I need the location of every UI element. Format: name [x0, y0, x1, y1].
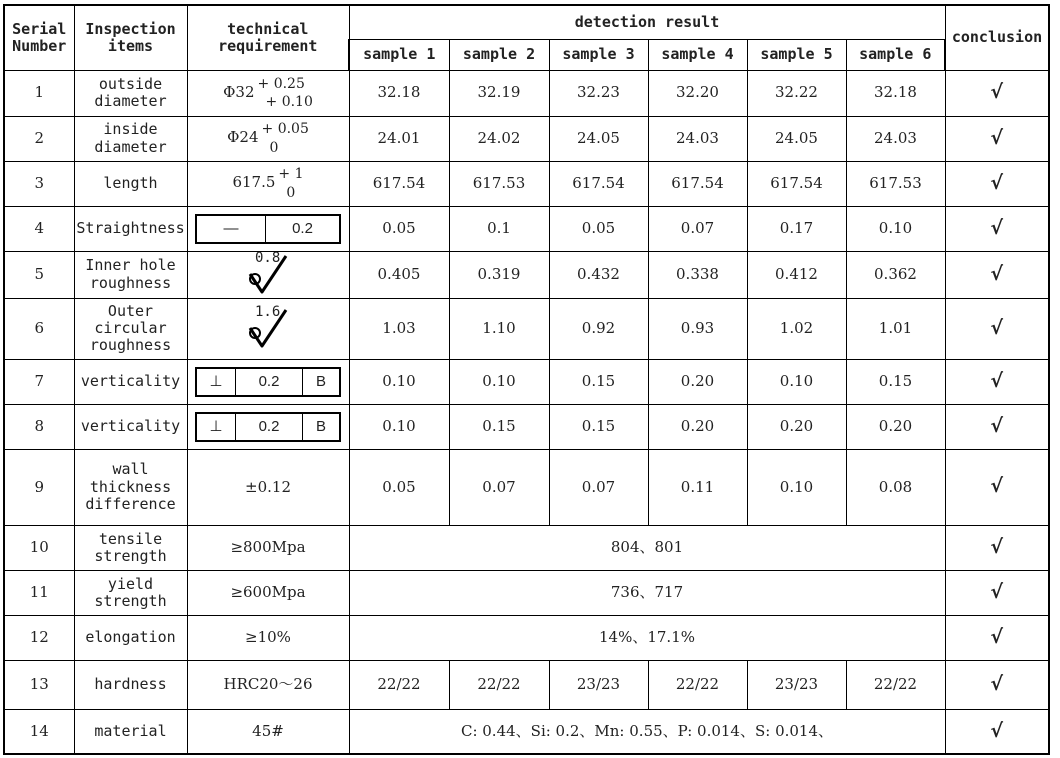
sample-value-cell: 0.05 — [549, 206, 648, 251]
technical-requirement-cell — [187, 298, 349, 359]
requirement-text: ≥800Mpa — [230, 538, 306, 557]
tolerance-value: 0.2 — [235, 369, 302, 395]
header-serial-number: Serial Number — [4, 5, 74, 70]
technical-requirement-cell — [187, 161, 349, 206]
merged-result-cell: 14%、17.1% — [349, 615, 945, 660]
sample-value-cell: 0.10 — [747, 359, 846, 404]
inspection-item-cell: Inner hole roughness — [74, 251, 187, 298]
technical-requirement-cell — [187, 615, 349, 660]
datum-letter: B — [302, 369, 339, 395]
sample-value-cell: 0.07 — [648, 206, 747, 251]
technical-requirement-cell — [187, 251, 349, 298]
inspection-item-cell: inside diameter — [74, 116, 187, 161]
sample-value-cell: 0.362 — [846, 251, 945, 298]
header-technical-requirement: technical requirement — [187, 5, 349, 70]
surface-roughness-symbol — [238, 303, 298, 348]
serial-number-cell: 6 — [4, 298, 74, 359]
tolerance-frame — [195, 214, 341, 244]
lower-tolerance: 0 — [286, 184, 296, 201]
table-row — [4, 709, 1049, 754]
serial-number-cell: 8 — [4, 404, 74, 449]
sample-value-cell: 617.54 — [747, 161, 846, 206]
sample-value-cell: 23/23 — [747, 660, 846, 709]
sample-value-cell: 617.53 — [846, 161, 945, 206]
upper-tolerance: + 0.25 — [257, 75, 305, 92]
conclusion-check-icon: √ — [945, 709, 1049, 754]
conclusion-check-icon: √ — [945, 525, 1049, 570]
sample-value-cell: 32.18 — [349, 70, 449, 116]
nominal-value: Φ24 — [227, 128, 259, 147]
serial-number-cell: 13 — [4, 660, 74, 709]
serial-number-cell: 3 — [4, 161, 74, 206]
sample-value-cell: 1.02 — [747, 298, 846, 359]
surface-roughness-symbol — [238, 252, 298, 294]
header-sample-6: sample 6 — [846, 39, 945, 70]
serial-number-cell: 14 — [4, 709, 74, 754]
technical-requirement-cell — [187, 359, 349, 404]
requirement-text: HRC20～26 — [223, 675, 313, 694]
table-row — [4, 298, 1049, 359]
technical-requirement-cell — [187, 404, 349, 449]
sample-value-cell: 0.10 — [449, 359, 549, 404]
table-row — [4, 116, 1049, 161]
sample-value-cell: 24.05 — [747, 116, 846, 161]
sample-value-cell: 0.10 — [349, 359, 449, 404]
merged-result-cell: C: 0.44、Si: 0.2、Mn: 0.55、P: 0.014、S: 0.014、 — [349, 709, 945, 754]
serial-number-cell: 5 — [4, 251, 74, 298]
inspection-item-cell: Outer circular roughness — [74, 298, 187, 359]
sample-value-cell: 0.20 — [747, 404, 846, 449]
inspection-item-cell: wall thickness difference — [74, 449, 187, 525]
sample-value-cell: 32.22 — [747, 70, 846, 116]
conclusion-check-icon: √ — [945, 404, 1049, 449]
sample-value-cell: 0.412 — [747, 251, 846, 298]
table-row — [4, 161, 1049, 206]
inspection-item-cell: length — [74, 161, 187, 206]
sample-value-cell: 22/22 — [349, 660, 449, 709]
technical-requirement-cell — [187, 206, 349, 251]
sample-value-cell: 617.54 — [549, 161, 648, 206]
table-row — [4, 251, 1049, 298]
inspection-item-cell: outside diameter — [74, 70, 187, 116]
inspection-item-cell: verticality — [74, 404, 187, 449]
straightness-symbol-icon: — — [223, 219, 239, 237]
sample-value-cell: 1.10 — [449, 298, 549, 359]
technical-requirement-cell — [187, 116, 349, 161]
header-sample-1: sample 1 — [349, 39, 449, 70]
sample-value-cell: 32.19 — [449, 70, 549, 116]
inspection-item-cell: verticality — [74, 359, 187, 404]
tolerance — [258, 75, 313, 111]
serial-number-cell: 10 — [4, 525, 74, 570]
sample-value-cell: 617.53 — [449, 161, 549, 206]
sample-value-cell: 0.05 — [349, 206, 449, 251]
serial-number-cell: 1 — [4, 70, 74, 116]
upper-tolerance: + 1 — [278, 166, 304, 183]
conclusion-check-icon: √ — [945, 206, 1049, 251]
header-sample-4: sample 4 — [648, 39, 747, 70]
sample-value-cell: 0.08 — [846, 449, 945, 525]
sample-value-cell: 617.54 — [648, 161, 747, 206]
inspection-item-cell: hardness — [74, 660, 187, 709]
technical-requirement-cell — [187, 449, 349, 525]
sample-value-cell: 0.1 — [449, 206, 549, 251]
inspection-item-cell: yield strength — [74, 570, 187, 615]
sample-value-cell: 0.10 — [349, 404, 449, 449]
sample-value-cell: 24.02 — [449, 116, 549, 161]
sample-value-cell: 0.15 — [549, 359, 648, 404]
sample-value-cell: 1.01 — [846, 298, 945, 359]
technical-requirement-cell — [187, 525, 349, 570]
sample-value-cell: 0.20 — [648, 404, 747, 449]
lower-tolerance: + 0.10 — [265, 94, 313, 110]
inspection-item-cell: Straightness — [74, 206, 187, 251]
header-sample-5: sample 5 — [747, 39, 846, 70]
conclusion-check-icon: √ — [945, 359, 1049, 404]
serial-number-cell: 9 — [4, 449, 74, 525]
perpendicularity-symbol-icon: ⊥ — [209, 373, 223, 391]
inspection-item-cell: elongation — [74, 615, 187, 660]
table-row — [4, 525, 1049, 570]
sample-value-cell: 0.338 — [648, 251, 747, 298]
perpendicularity-symbol-icon: ⊥ — [209, 418, 223, 436]
sample-value-cell: 23/23 — [549, 660, 648, 709]
upper-tolerance: + 0.05 — [261, 121, 309, 138]
sample-value-cell: 0.92 — [549, 298, 648, 359]
tolerance-value: 0.2 — [235, 414, 302, 440]
roughness-value: 1.6 — [255, 303, 281, 320]
sample-value-cell: 1.03 — [349, 298, 449, 359]
tolerance-frame — [195, 367, 341, 397]
lower-tolerance: 0 — [269, 139, 279, 156]
serial-number-cell: 4 — [4, 206, 74, 251]
technical-requirement-cell — [187, 709, 349, 754]
serial-number-cell: 12 — [4, 615, 74, 660]
sample-value-cell: 0.405 — [349, 251, 449, 298]
serial-number-cell: 11 — [4, 570, 74, 615]
header-sample-3: sample 3 — [549, 39, 648, 70]
requirement-text: 45# — [252, 721, 284, 740]
sample-value-cell: 0.17 — [747, 206, 846, 251]
sample-value-cell: 24.03 — [648, 116, 747, 161]
nominal-value: Φ32 — [223, 83, 255, 101]
serial-number-cell: 2 — [4, 116, 74, 161]
sample-value-cell: 0.15 — [846, 359, 945, 404]
tolerance-value: 0.2 — [265, 216, 339, 242]
tolerance-frame — [195, 412, 341, 442]
table-row — [4, 206, 1049, 251]
table-row — [4, 70, 1049, 116]
inspection-item-cell: material — [74, 709, 187, 754]
tolerance — [278, 165, 303, 201]
sample-value-cell: 32.18 — [846, 70, 945, 116]
merged-result-cell: 736、717 — [349, 570, 945, 615]
table-row — [4, 449, 1049, 525]
sample-value-cell: 24.01 — [349, 116, 449, 161]
conclusion-check-icon: √ — [945, 70, 1049, 116]
sample-value-cell: 0.10 — [846, 206, 945, 251]
header-detection-result: detection result — [349, 5, 945, 39]
table-row — [4, 359, 1049, 404]
conclusion-check-icon: √ — [945, 161, 1049, 206]
header-inspection-items: Inspection items — [74, 5, 187, 70]
conclusion-check-icon: √ — [945, 116, 1049, 161]
sample-value-cell: 0.20 — [846, 404, 945, 449]
nominal-value: 617.5 — [232, 173, 276, 192]
sample-value-cell: 22/22 — [846, 660, 945, 709]
roughness-value: 0.8 — [255, 251, 281, 266]
conclusion-check-icon: √ — [945, 660, 1049, 709]
technical-requirement-cell — [187, 660, 349, 709]
sample-value-cell: 0.20 — [648, 359, 747, 404]
table-row — [4, 615, 1049, 660]
sample-value-cell: 0.432 — [549, 251, 648, 298]
header-conclusion: conclusion — [945, 5, 1049, 70]
header-sample-2: sample 2 — [449, 39, 549, 70]
sample-value-cell: 0.07 — [449, 449, 549, 525]
table-row — [4, 660, 1049, 709]
table-row — [4, 404, 1049, 449]
sample-value-cell: 0.07 — [549, 449, 648, 525]
datum-letter: B — [302, 414, 339, 440]
tolerance — [262, 120, 309, 156]
requirement-text: ≥600Mpa — [230, 583, 306, 602]
conclusion-check-icon: √ — [945, 615, 1049, 660]
sample-value-cell: 32.23 — [549, 70, 648, 116]
sample-value-cell: 0.10 — [747, 449, 846, 525]
conclusion-check-icon: √ — [945, 251, 1049, 298]
table-row — [4, 570, 1049, 615]
sample-value-cell: 22/22 — [648, 660, 747, 709]
conclusion-check-icon: √ — [945, 570, 1049, 615]
sample-value-cell: 0.11 — [648, 449, 747, 525]
conclusion-check-icon: √ — [945, 449, 1049, 525]
sample-value-cell: 32.20 — [648, 70, 747, 116]
sample-value-cell: 0.05 — [349, 449, 449, 525]
sample-value-cell: 0.93 — [648, 298, 747, 359]
technical-requirement-cell — [187, 570, 349, 615]
sample-value-cell: 24.05 — [549, 116, 648, 161]
inspection-table — [3, 4, 1050, 755]
sample-value-cell: 22/22 — [449, 660, 549, 709]
sample-value-cell: 617.54 — [349, 161, 449, 206]
sample-value-cell: 0.319 — [449, 251, 549, 298]
technical-requirement-cell — [187, 70, 349, 116]
sample-value-cell: 0.15 — [549, 404, 648, 449]
sample-value-cell: 0.15 — [449, 404, 549, 449]
serial-number-cell: 7 — [4, 359, 74, 404]
merged-result-cell: 804、801 — [349, 525, 945, 570]
sample-value-cell: 24.03 — [846, 116, 945, 161]
requirement-text: ±0.12 — [245, 477, 291, 496]
conclusion-check-icon: √ — [945, 298, 1049, 359]
requirement-text: ≥10% — [245, 628, 291, 647]
inspection-item-cell: tensile strength — [74, 525, 187, 570]
